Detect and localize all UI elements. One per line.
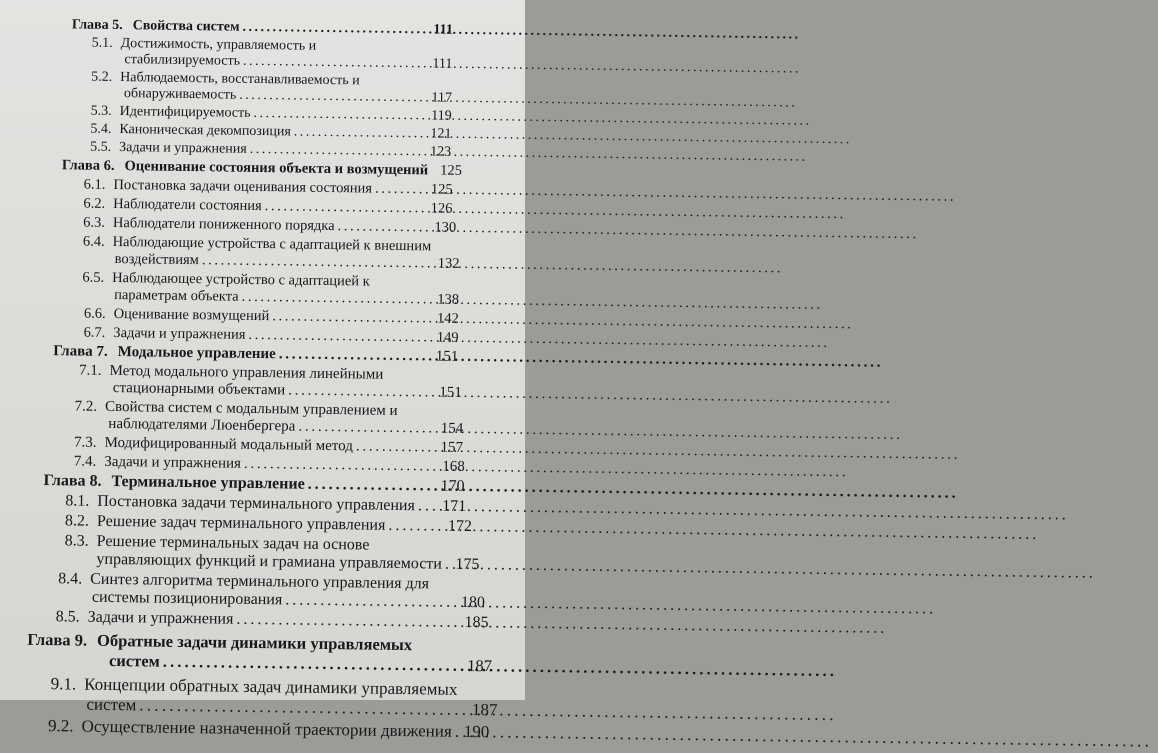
dot-leader [337,218,431,236]
section-number: 7.1. [78,362,102,379]
section-number: 9.2. [47,716,74,736]
toc-section-9-1 [0,673,516,720]
chapter-title-line1: Обратные задачи динамики управляемых [97,630,413,655]
section-title-line2: стабилизируемость [124,52,241,69]
page-number: 170 [440,477,465,495]
dot-leader [308,476,438,496]
page-number: 123 [430,144,452,160]
chapter-number: Глава 9. [27,629,88,650]
toc-section-5-2 [0,68,524,107]
toc-section-5-1 [0,34,525,73]
dot-leader [242,20,430,39]
dot-leader [244,456,440,476]
page-number: 111 [433,22,453,38]
page-number: 119 [431,108,452,124]
section-title: Осуществление назначенной траектории движения [81,716,452,741]
dot-leader [294,124,428,142]
chapter-number: Глава 8. [43,472,102,490]
dot-leader [418,497,440,515]
section-title-line1: Свойства систем с модальным управлением и [104,398,398,419]
chapter-title: Оценивание состояния объекта и возмущений [124,158,429,179]
section-title: Оценивание возмущений [113,305,270,325]
page-number: 151 [435,348,459,365]
section-title-line2: обнаруживаемость [123,86,237,103]
dot-leader [236,611,461,632]
section-title: Каноническая декомпозиция [119,122,291,140]
section-title-line2: параметрам объекта [114,286,239,305]
section-number: 8.1. [65,492,90,510]
page-number: 130 [434,219,457,236]
section-title: Задачи и упражнения [87,608,234,628]
section-title-line2: управляющих функций и грамиана управляемости [96,550,443,573]
section-number: 8.5. [55,608,80,626]
chapter-number: Глава 7. [53,343,108,360]
section-number: 5.2. [91,69,113,85]
page-number: 117 [431,90,453,106]
section-number: 6.2. [83,195,106,212]
chapter-title: Терминальное управление [111,472,305,493]
section-title: Постановка задачи терминального управления [97,492,416,515]
dot-leader [239,88,428,107]
dot-leader [250,142,428,160]
section-title-line2: систем [86,694,137,715]
page-number: 168 [442,458,465,475]
dot-leader [285,591,458,611]
chapter-number: Глава 5. [71,17,123,34]
toc-section-6-5 [0,268,521,309]
section-number: 6.5. [82,269,105,286]
section-number: 9.1. [50,674,77,694]
chapter-title: Свойства систем [132,18,240,35]
section-number: 8.3. [64,532,89,550]
toc-section-7-2 [0,397,520,438]
dot-leader [272,308,434,327]
section-title-line1: Метод модального управления линейными [109,362,384,383]
toc-section-8-4 [0,569,517,612]
section-title-line1: Достижимость, управляемость и [120,36,317,54]
page-number: 190 [463,721,490,742]
dot-leader [455,722,461,742]
section-number: 6.3. [83,214,106,231]
dot-leader [243,54,430,73]
section-number: 5.3. [90,103,112,119]
section-number: 6.4. [82,233,105,250]
table-of-contents [0,16,525,744]
page-number: 157 [440,439,464,456]
page-number: 132 [437,255,460,272]
page-number: 175 [455,555,480,574]
chapter-number: Глава 6. [61,157,115,174]
dot-leader [202,252,435,272]
section-title: Задачи и упражнения [113,324,246,343]
toc-section-8-3 [0,531,518,574]
section-title-line1: Наблюдаемость, восстанавливаемость и [120,70,360,89]
page-number: 121 [430,126,452,142]
section-number: 5.4. [90,121,112,137]
section-title-line1: Решение терминальных задач на основе [96,532,370,554]
toc-section-6-4 [0,232,522,273]
dot-leader [248,327,434,347]
section-title-line1: Наблюдающее устройство с адаптацией к [112,269,370,290]
dot-leader [445,556,453,574]
dot-leader [163,652,465,676]
section-title: Наблюдатели пониженного порядка [112,214,335,235]
chapter-title-line2: систем [108,650,160,671]
dot-leader [388,517,445,536]
section-title: Постановка задачи оценивания состояния [113,176,373,197]
section-title-line2: наблюдателями Люенбергера [108,415,296,435]
section-number: 7.4. [73,453,97,470]
page-number: 185 [464,613,489,632]
page-number: 187 [471,700,498,720]
page-number: 125 [430,181,453,198]
section-title-line1: Концепции обратных задач динамики управляемых [84,674,458,699]
section-title: Идентифицируемость [119,104,251,121]
section-number: 8.4. [58,570,83,588]
section-title-line2: стационарными объектами [112,379,286,399]
section-title: Задачи и упражнения [104,453,242,472]
section-number: 6.7. [83,324,106,341]
dot-leader [242,289,435,309]
dot-leader [298,419,438,438]
page-number: 151 [439,384,462,401]
section-number: 6.1. [83,176,106,193]
page-number: 138 [437,291,460,308]
page-number: 154 [440,420,464,437]
section-title-line1: Наблюдающие устройства с адаптацией к внешним [112,233,432,255]
section-number: 5.1. [91,35,113,51]
section-number: 7.3. [73,434,97,451]
page-number: 126 [430,200,453,217]
section-title-line2: воздействиям [114,250,200,269]
toc-section-7-1 [0,361,520,402]
page-number: 149 [436,329,459,346]
dot-leader [288,382,436,401]
section-title-line2: системы позиционирования [91,588,283,609]
section-number: 6.6. [83,305,106,322]
dot-leader [375,181,428,199]
dot-leader [356,438,438,456]
page-number: 111 [432,56,453,72]
page-number: 187 [467,655,493,676]
page-number: 180 [460,593,486,612]
dot-leader [265,198,428,217]
toc-chapter-9 [0,629,516,676]
dot-leader [253,106,428,124]
page-number: 171 [442,497,467,515]
section-number: 8.2. [64,512,90,530]
page-number: 125 [440,162,463,179]
section-number: 5.5. [90,139,112,155]
chapter-title: Модальное управление [117,344,276,363]
page-number: 142 [436,310,459,327]
section-title: Решение задач терминального управления [96,512,386,534]
section-title: Модифицированный модальный метод [104,434,354,455]
dot-leader [139,695,469,720]
page-number: 172 [447,517,473,536]
section-title-line1: Синтез алгоритма терминального управления для [90,570,430,593]
section-number: 7.2. [74,398,98,415]
book-page [0,0,525,742]
section-title: Задачи и упражнения [119,140,247,157]
dot-leader [279,346,433,365]
section-title: Наблюдатели состояния [113,195,262,215]
